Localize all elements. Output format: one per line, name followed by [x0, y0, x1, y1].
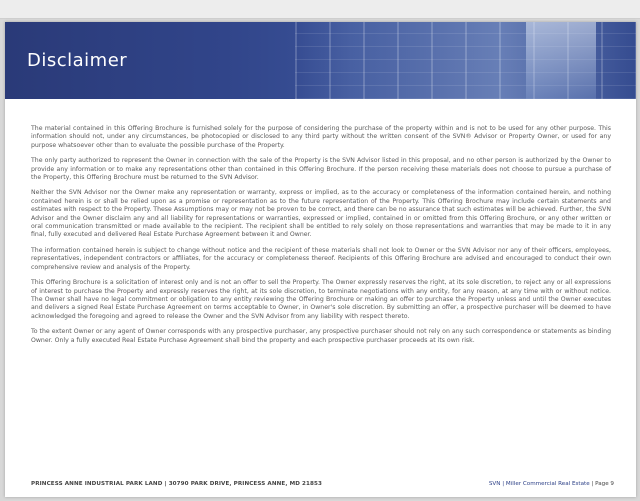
paragraph-4: The information contained herein is subject to change without notice and the recipient of these materials shall not look to Owner or the SVN Advisor nor any of their officers, employees, representatives, independent contractors or affiliates, for the accuracy or completeness thereof. Recipients of this Offering Brochure are advised and encouraged to conduct their own comprehensive review and analysis of the Property. — [31, 246, 611, 271]
page-footer — [31, 481, 614, 491]
footer-page-number: | Page 9 — [591, 481, 614, 487]
paragraph-6: To the extent Owner or any agent of Owner corresponds with any prospective purchaser, any prospective purchaser should not rely on any such correspondence or statements as binding Owner. Only a fully executed Real Estate Purchase Agreement shall bind the property and each prospective purchaser proceeds at its own risk. — [31, 328, 611, 344]
footer-property-address: PRINCESS ANNE INDUSTRIAL PARK LAND | 30790 PARK DRIVE, PRINCESS ANNE, MD 21853 — [31, 481, 323, 487]
viewer-toolbar — [0, 0, 640, 19]
document-page — [5, 22, 636, 497]
page-title: Disclaimer — [27, 50, 128, 71]
footer-brand-name: SVN | Miller Commercial Real Estate — [488, 481, 590, 487]
footer-brand — [489, 481, 614, 487]
header-banner — [5, 22, 636, 99]
building-photo-highlight — [526, 22, 596, 99]
paragraph-2: The only party authorized to represent the Owner in connection with the sale of the Property is the SVN Advisor listed in this proposal, and no other person is authorized by the Owner to provide any information or to make any representations other than contained in this Offering Brochure. If the person receiving these materials does not choose to pursue a purchase of the Property, this Offering Brochure must be returned to the SVN Advisor. — [31, 157, 611, 182]
disclaimer-body — [31, 125, 611, 352]
paragraph-1: The material contained in this Offering Brochure is furnished solely for the purpose of considering the purchase of the property within and is not to be used for any other purpose. This information should not, under any circumstances, be photocopied or disclosed to any third party without the written consent of the SVN® Advisor or Property Owner, or used for any purpose whatsoever other than to evaluate the possible purchase of the Property. — [31, 125, 611, 149]
paragraph-5: This Offering Brochure is a solicitation of interest only and is not an offer to sell the Property. The Owner expressly reserves the right, at its sole discretion, to reject any or all expressions of interest to purchase the Property and expressly reserves the right, at its sole discretion, to terminate negotiations with any entity, for any reason, at any time with or without notice. The Owner shall have no legal commitment or obligation to any entity reviewing the Offering Brochure or making an offer to purchase the Property unless and until the Owner executes and delivers a signed Real Estate Purchase Agreement on terms acceptable to Owner, in Owner's sole discretion. By submitting an offer, a prospective purchaser will be deemed to have acknowledged the foregoing and agreed to release the Owner and the SVN Advisor from any liability with respect thereto. — [31, 279, 611, 320]
paragraph-3: Neither the SVN Advisor nor the Owner make any representation or warranty, express or implied, as to the accuracy or completeness of the information contained herein, and nothing contained herein is or shall be relied upon as a promise or representation as to the future representation of the Property. This Offering Brochure may include certain statements and estimates with respect to the Property. These Assumptions may or may not be proven to be correct, and there can be no assurance that such estimates will be achieved. Further, the SVN Advisor and the Owner disclaim any and all liability for representations or warranties, expressed or implied, contained in or omitted from this Offering Brochure, or any other written or oral communication transmitted or made available to the recipient. The recipient shall be entitled to rely solely on those representations and warranties that may be made to it in any final, fully executed and delivered Real Estate Purchase Agreement between it and Owner. — [31, 189, 611, 239]
